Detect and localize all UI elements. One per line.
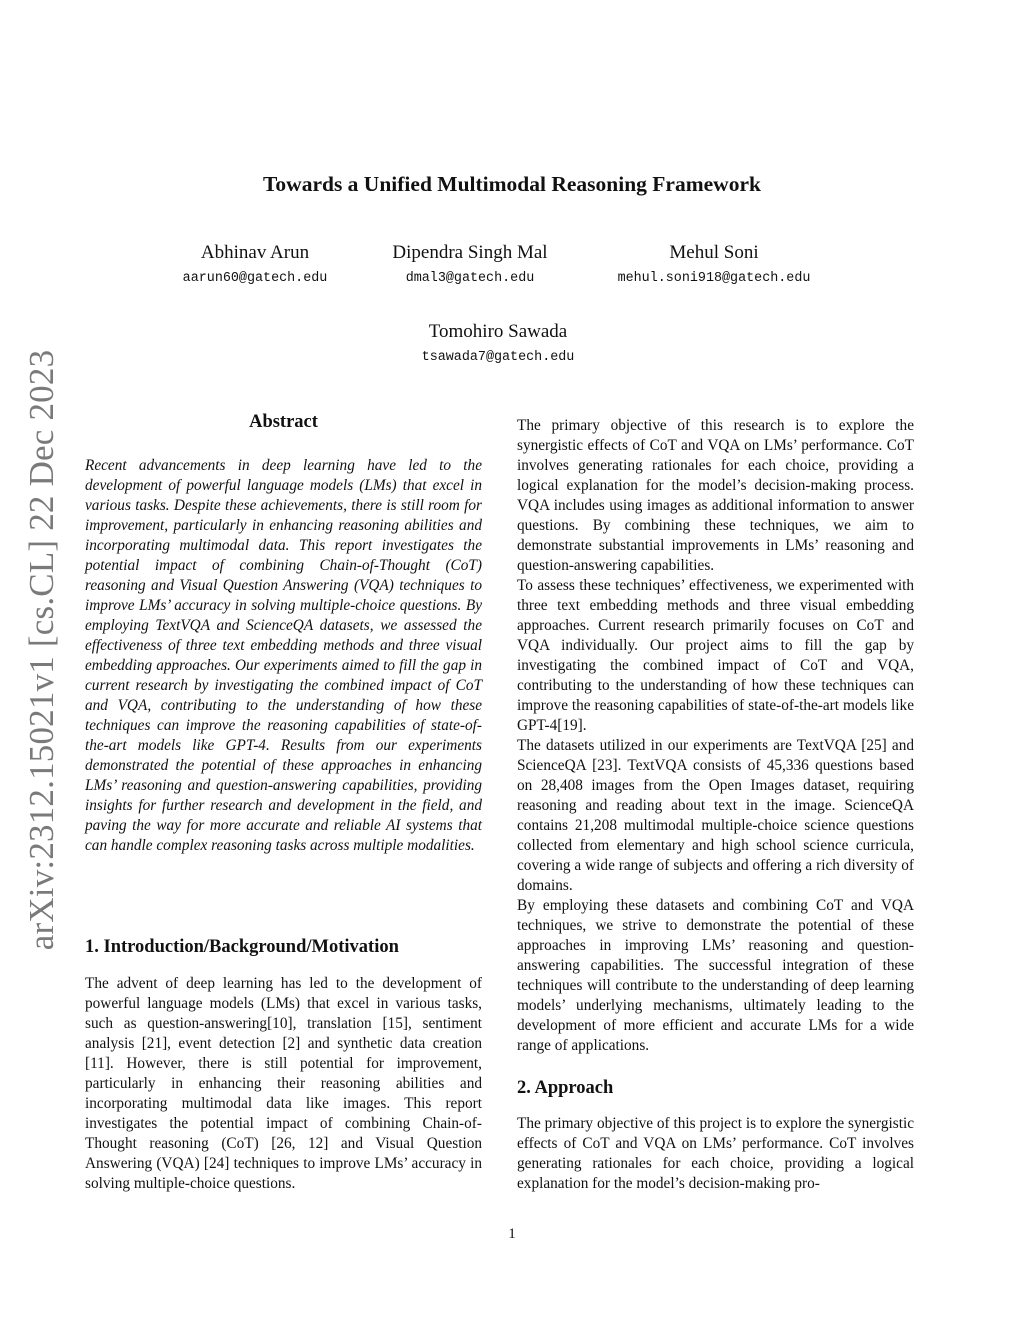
author-email: tsawada7@gatech.edu (421, 350, 575, 365)
paragraph: By employing these datasets and combining CoT and VQA techniques, we strive to demonstrate the potential of these approaches in improving LMs’ reasoning and question-answering capabilities. The successful integration of these techniques will contribute to the understanding of deep learning models’ underlying mechanisms, ultimately leading to the development of more efficient and accurate LMs for a wide range of applications. (517, 897, 914, 1054)
author-block (564, 241, 864, 286)
paragraph: To assess these techniques’ effectiveness, we experimented with three text embedding methods and three visual embedding approaches. Current research primarily focuses on CoT and VQA individually. Our project aims to fill the gap by investigating the combined impact of CoT and VQA, contributing to the understanding of how these techniques can improve the reasoning capabilities of state-of-the-art models like GPT-4[19]. (517, 577, 914, 734)
author-email: aarun60@gatech.edu (182, 271, 328, 286)
abstract-text: Recent advancements in deep learning have led to the development of powerful language models (LMs) that excel in various tasks. Despite these achievements, there is still room for improvement, particularly in enhancing reasoning abilities and incorporating multimodal data. This report investigates the potential impact of combining Chain-of-Thought (CoT) reasoning and Visual Question Answering (VQA) techniques to improve LMs’ accuracy in solving multiple-choice questions. By employing TextVQA and ScienceQA datasets, we assessed the effectiveness of three text embedding methods and three visual embedding approaches. Our experiments aimed to fill the gap in current research by investigating the combined impact of CoT and VQA, contributing to the understanding of how these techniques can improve the reasoning capabilities of state-of-the-art models like GPT-4. Results from our experiments demonstrated the potential of these approaches in enhancing LMs’ reasoning and question-answering capabilities, providing insights for further research and development in the field, and paving the way for more accurate and reliable AI systems that can handle complex reasoning tasks across multiple modalities. (85, 457, 482, 854)
author-block (348, 320, 648, 365)
paragraph: The primary objective of this project is to explore the synergistic effects of CoT and VQA on LMs’ performance. CoT involves generating rationales for each choice, providing a logical explanation for the model’s decision-making pro- (517, 1115, 914, 1192)
paper-title: Towards a Unified Multimodal Reasoning Framework (263, 172, 761, 196)
author-name: Dipendra Singh Mal (392, 242, 548, 263)
author-name: Mehul Soni (669, 242, 759, 263)
page-number: 1 (508, 1226, 516, 1242)
author-name: Abhinav Arun (200, 242, 310, 263)
approach-body (517, 1114, 914, 1194)
paragraph: The primary objective of this research is to explore the synergistic effects of CoT and VQA on LMs’ performance. CoT involves generating rationales for each choice, providing a logical explanation for the model’s decision-making process. VQA includes using images as additional information to answer questions. By combining these techniques, we aim to demonstrate substantial improvements in LMs’ reasoning and question-answering capabilities. (517, 417, 914, 574)
author-email: mehul.soni918@gatech.edu (617, 271, 811, 286)
author-name: Tomohiro Sawada (428, 321, 568, 342)
abstract-heading: Abstract (249, 412, 318, 432)
paragraph: The advent of deep learning has led to the development of powerful language models (LMs) that excel in various tasks, such as question-answering[10], translation [15], sentiment analysis [21], event detection [2] and synthetic data creation [11]. However, there is still potential for improvement, particularly in enhancing their reasoning abilities and incorporating multimodal data like images. This report investigates the potential impact of combining Chain-of-Thought reasoning (CoT) [26, 12] and Visual Question Answering (VQA) [24] techniques to improve LMs’ accuracy in solving multiple-choice questions. (85, 975, 482, 1192)
paragraph: The datasets utilized in our experiments are TextVQA [25] and ScienceQA [23]. TextVQA consists of 45,336 questions based on 28,408 images from the Open Images dataset, requiring reasoning and reading about text in the image. ScienceQA contains 21,208 multimodal multiple-choice science questions collected from elementary and high school science curricula, covering a wide range of subjects and offering a rich diversity of domains. (517, 737, 914, 894)
arxiv-identifier: arXiv:2312.15021v1 [cs.CL] 22 Dec 2023 (22, 349, 61, 951)
section-heading-introduction: 1. Introduction/Background/Motivation (85, 937, 399, 957)
author-email: dmal3@gatech.edu (405, 271, 535, 286)
section-heading-approach: 2. Approach (517, 1078, 614, 1098)
introduction-body (85, 974, 482, 1194)
abstract-body (85, 456, 482, 856)
right-column-body (517, 416, 914, 1056)
